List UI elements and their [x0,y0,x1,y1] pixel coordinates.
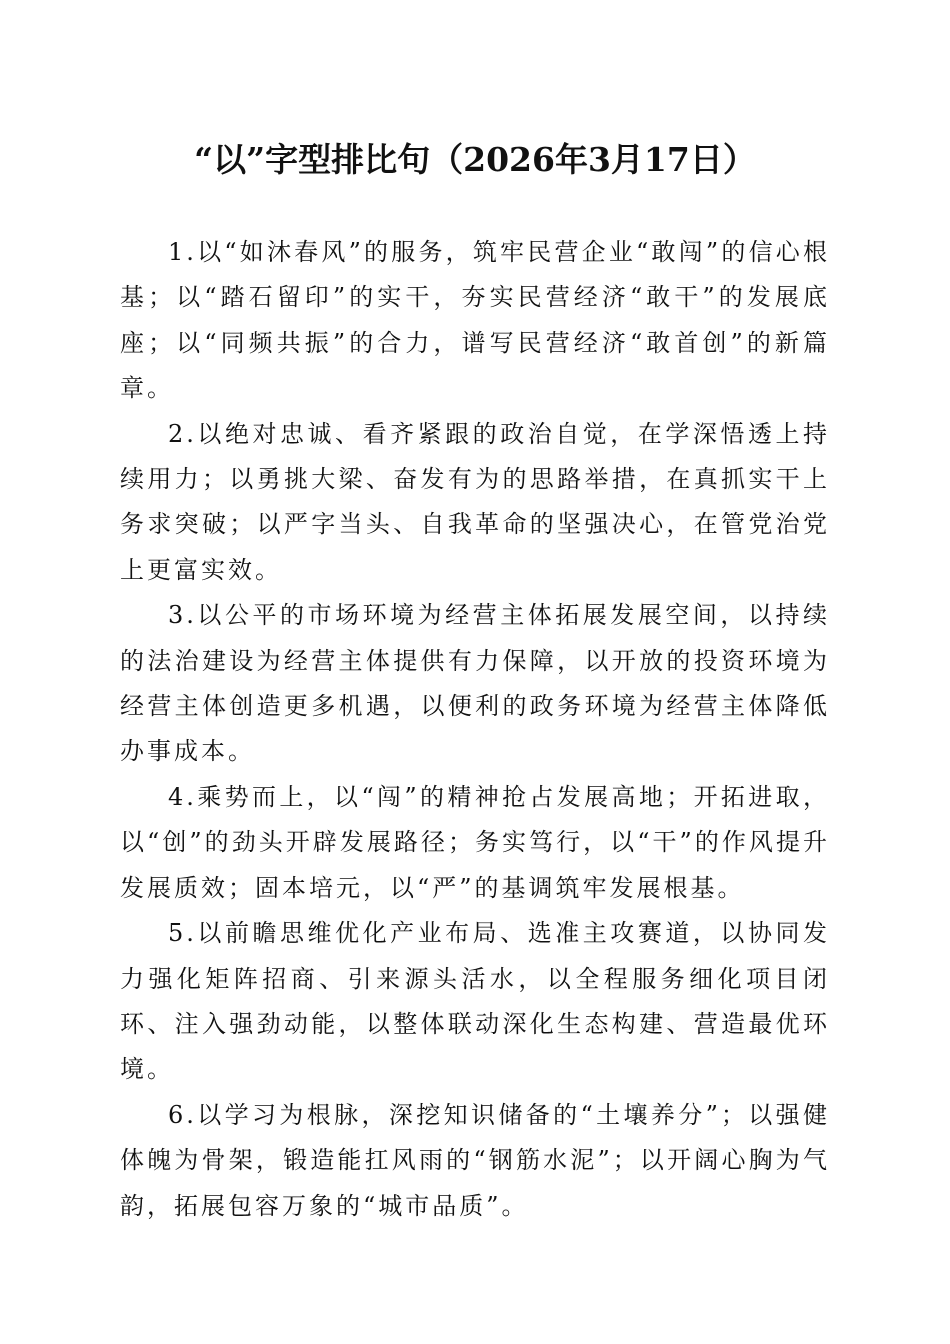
document-body [120,230,830,1229]
paragraph-3: 3.以公平的市场环境为经营主体拓展发展空间，以持续的法治建设为经营主体提供有力保障，以开放的投资环境为经营主体创造更多机遇，以便利的政务环境为经营主体降低办事成本。 [120,601,830,766]
paragraph-1: 1.以“如沐春风”的服务，筑牢民营企业“敢闯”的信心根基；以“踏石留印”的实干，夯实民营经济“敢干”的发展底座；以“同频共振”的合力，谱写民营经济“敢首创”的新篇章。 [120,238,830,403]
document-title: “以”字型排比句（2026年3月17日） [194,140,756,179]
paragraph-6: 6.以学习为根脉，深挖知识储备的“土壤养分”；以强健体魄为骨架，锻造能扛风雨的“钢筋水泥”；以开阔心胸为气韵，拓展包容万象的“城市品质”。 [120,1100,830,1220]
paragraph-2: 2.以绝对忠诚、看齐紧跟的政治自觉，在学深悟透上持续用力；以勇挑大梁、奋发有为的思路举措，在真抓实干上务求突破；以严字当头、自我革命的坚强决心，在管党治党上更富实效。 [120,419,830,584]
paragraph-5: 5.以前瞻思维优化产业布局、选准主攻赛道，以协同发力强化矩阵招商、引来源头活水，以全程服务细化项目闭环、注入强劲动能，以整体联动深化生态构建、营造最优环境。 [120,919,830,1084]
paragraph-4: 4.乘势而上，以“闯”的精神抢占发展高地；开拓进取，以“创”的劲头开辟发展路径；务实笃行，以“干”的作风提升发展质效；固本培元，以“严”的基调筑牢发展根基。 [120,782,830,902]
